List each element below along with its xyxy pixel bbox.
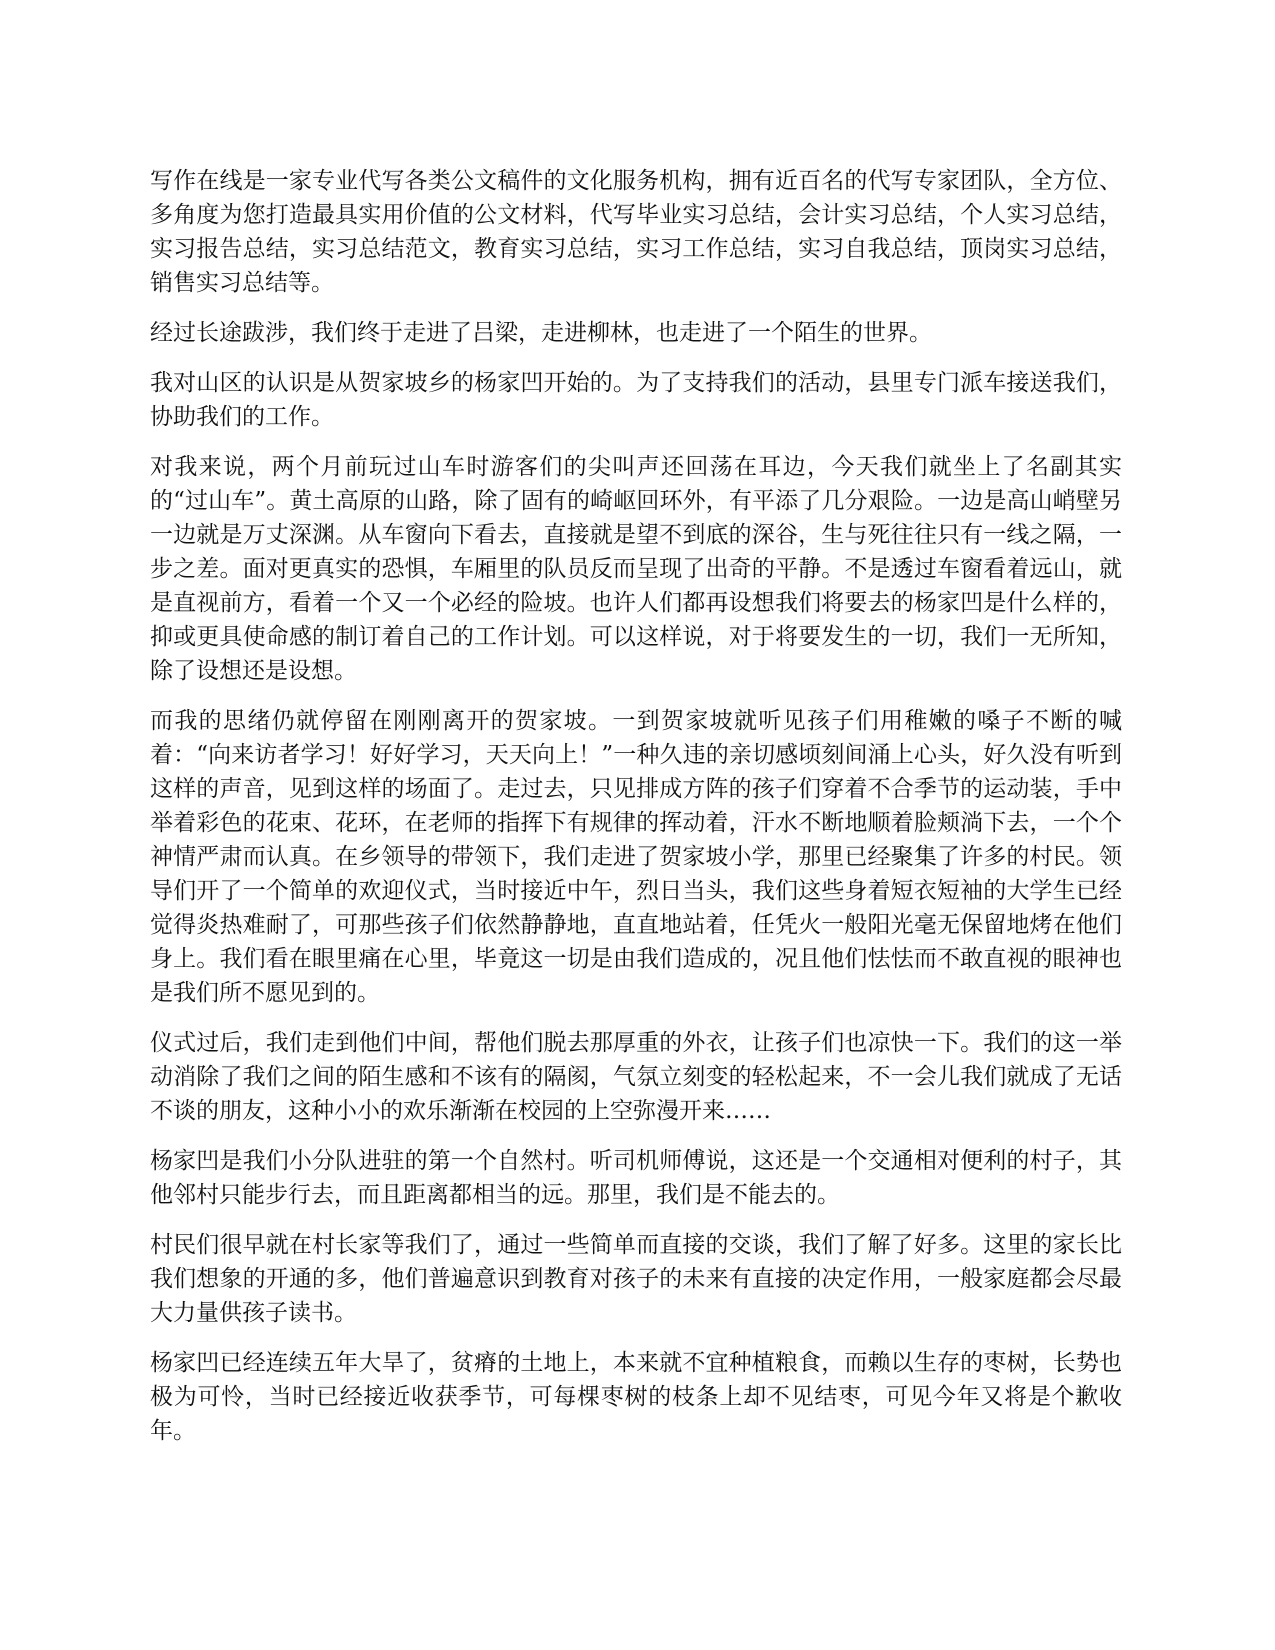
paragraph-hejiapo-welcome: 而我的思绪仍就停留在刚刚离开的贺家坡。一到贺家坡就听见孩子们用稚嫩的嗓子不断的喊着：“向来访者学习！好好学习，天天向上！”一种久违的亲切感顷刻间涌上心头，好久没有听到这样的声音，见到这样的场面了。走过去，只见排成方阵的孩子们穿着不合季节的运动装，手中举着彩色的花束、花环，在老师的指挥下有规律的挥动着，汗水不断地顺着脸颊淌下去，一个个神情严肃而认真。在乡领导的带领下，我们走进了贺家坡小学，那里已经聚集了许多的村民。领导们开了一个简单的欢迎仪式，当时接近中午，烈日当头，我们这些身着短衣短袖的大学生已经觉得炎热难耐了，可那些孩子们依然静静地，直直地站着，任凭火一般阳光毫无保留地烤在他们身上。我们看在眼里痛在心里，毕竟这一切是由我们造成的，况且他们怯怯而不敢直视的眼神也是我们所不愿见到的。 xyxy=(150,708,1122,1006)
paragraph-mountain-road: 对我来说，两个月前玩过山车时游客们的尖叫声还回荡在耳边，今天我们就坐上了名副其实的“过山车”。黄土高原的山路，除了固有的崎岖回环外，有平添了几分艰险。一边是高山峭壁另一边就是万丈深渊。从车窗向下看去，直接就是望不到底的深谷，生与死往往只有一线之隔，一步之差。面对更真实的恐惧，车厢里的队员反而呈现了出奇的平静。不是透过车窗看着远山，就是直视前方，看着一个又一个必经的险坡。也许人们都再设想我们将要去的杨家凹是什么样的，抑或更具使命感的制订着自己的工作计划。可以这样说，对于将要发生的一切，我们一无所知，除了设想还是设想。 xyxy=(150,454,1122,684)
paragraph-drought: 杨家凹已经连续五年大旱了，贫瘠的土地上，本来就不宜种植粮食，而赖以生存的枣树，长势也极为可怜，当时已经接近收获季节，可每棵枣树的枝条上却不见结枣，可见今年又将是个歉收年。 xyxy=(150,1350,1122,1444)
paragraph-arrival: 经过长途跋涉，我们终于走进了吕梁，走进柳林，也走进了一个陌生的世界。 xyxy=(150,320,932,346)
paragraph-villagers: 村民们很早就在村长家等我们了，通过一些简单而直接的交谈，我们了解了好多。这里的家长比我们想象的开通的多，他们普遍意识到教育对孩子的未来有直接的决定作用，一般家庭都会尽最大力量供孩子读书。 xyxy=(150,1232,1122,1326)
paragraph-intro: 写作在线是一家专业代写各类公文稿件的文化服务机构，拥有近百名的代写专家团队，全方位、多角度为您打造最具实用价值的公文材料，代写毕业实习总结，会计实习总结，个人实习总结，实习报告总结，实习总结范文，教育实习总结，实习工作总结，实习自我总结，顶岗实习总结，销售实习总结等。 xyxy=(150,168,1122,296)
paragraph-mountain-area: 我对山区的认识是从贺家坡乡的杨家凹开始的。为了支持我们的活动，县里专门派车接送我们，协助我们的工作。 xyxy=(150,370,1122,430)
document-body xyxy=(150,164,1122,1464)
paragraph-yangjiaao-village: 杨家凹是我们小分队进驻的第一个自然村。听司机师傅说，这还是一个交通相对便利的村子，其他邻村只能步行去，而且距离都相当的远。那里，我们是不能去的。 xyxy=(150,1148,1122,1208)
paragraph-after-ceremony: 仪式过后，我们走到他们中间，帮他们脱去那厚重的外衣，让孩子们也凉快一下。我们的这一举动消除了我们之间的陌生感和不该有的隔阂，气氛立刻变的轻松起来，不一会儿我们就成了无话不谈的朋友，这种小小的欢乐渐渐在校园的上空弥漫开来…… xyxy=(150,1030,1122,1124)
